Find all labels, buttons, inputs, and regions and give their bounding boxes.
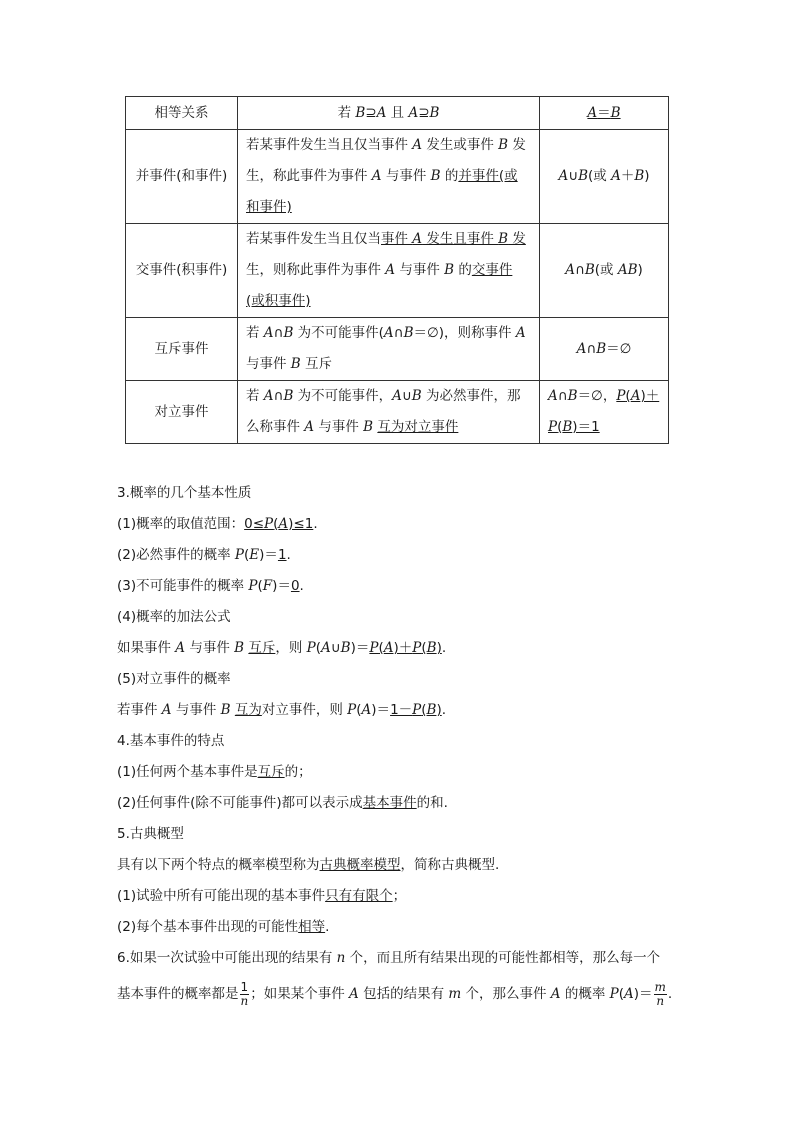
text-line: 若事件 A 与事件 B 互为对立事件，则 P(A)＝1－P(B). bbox=[117, 702, 447, 718]
text-line: (4)概率的加法公式 bbox=[117, 609, 231, 625]
relation-name: 对立事件 bbox=[126, 381, 238, 444]
relation-definition: 若某事件发生当且仅当事件 A 发生且事件 B 发生，则称此事件为事件 A 与事件 B 的交事件(或积事件) bbox=[238, 224, 540, 318]
table-row bbox=[126, 224, 669, 318]
table-row bbox=[126, 97, 669, 130]
text-line: 4.基本事件的特点 bbox=[117, 733, 225, 749]
text-line: 具有以下两个特点的概率模型称为古典概率模型，简称古典概型. bbox=[117, 857, 500, 873]
text-line: 6.如果一次试验中可能出现的结果有 n 个，而且所有结果出现的可能性都相等，那么每一个 bbox=[117, 950, 661, 966]
text-line: (2)每个基本事件出现的可能性相等. bbox=[117, 919, 330, 935]
relation-symbol: A∩B＝∅，P(A)＋P(B)＝1 bbox=[540, 381, 669, 444]
relation-symbol: A∩B＝∅ bbox=[540, 318, 669, 381]
relation-name: 互斥事件 bbox=[126, 318, 238, 381]
table-row bbox=[126, 381, 669, 444]
relation-symbol: A∪B(或 A＋B) bbox=[540, 130, 669, 224]
relation-symbol: A∩B(或 AB) bbox=[540, 224, 669, 318]
relation-symbol: A＝B bbox=[540, 97, 669, 130]
text-line: 如果事件 A 与事件 B 互斥，则 P(A∪B)＝P(A)＋P(B). bbox=[117, 640, 447, 656]
content-body bbox=[117, 478, 682, 1014]
relation-name: 相等关系 bbox=[126, 97, 238, 130]
text-line: (2)必然事件的概率 P(E)＝1. bbox=[117, 547, 291, 563]
text-line: (1)试验中所有可能出现的基本事件只有有限个； bbox=[117, 888, 407, 904]
relation-name: 交事件(积事件) bbox=[126, 224, 238, 318]
relation-definition: 若 A∩B 为不可能事件，A∪B 为必然事件，那么称事件 A 与事件 B 互为对立事件 bbox=[238, 381, 540, 444]
text-line: (3)不可能事件的概率 P(F)＝0. bbox=[117, 578, 304, 594]
text-line: (2)任何事件(除不可能事件)都可以表示成基本事件的和. bbox=[117, 795, 448, 811]
text-line: 基本事件的概率都是 $\frac{1}{n}$ ；如果某个事件 A 包括的结果有 m 个，那么事件 A 的概率 P(A)＝ $\frac{m}{n}$ . bbox=[117, 979, 673, 1008]
text-line: (1)任何两个基本事件是互斥的； bbox=[117, 764, 312, 780]
relation-definition: 若 B⊇A 且 A⊇B bbox=[238, 97, 540, 130]
text-line: (5)对立事件的概率 bbox=[117, 671, 231, 687]
relation-definition: 若 A∩B 为不可能事件(A∩B＝∅)，则称事件 A 与事件 B 互斥 bbox=[238, 318, 540, 381]
text-line: 3.概率的几个基本性质 bbox=[117, 485, 252, 501]
table-row bbox=[126, 130, 669, 224]
relation-definition: 若某事件发生当且仅当事件 A 发生或事件 B 发生，称此事件为事件 A 与事件 B 的并事件(或和事件) bbox=[238, 130, 540, 224]
text-line: (1)概率的取值范围：0≤P(A)≤1. bbox=[117, 516, 318, 532]
text-line: 5.古典概型 bbox=[117, 826, 184, 842]
relation-name: 并事件(和事件) bbox=[126, 130, 238, 224]
table-row bbox=[126, 318, 669, 381]
event-relations-table bbox=[125, 96, 669, 444]
